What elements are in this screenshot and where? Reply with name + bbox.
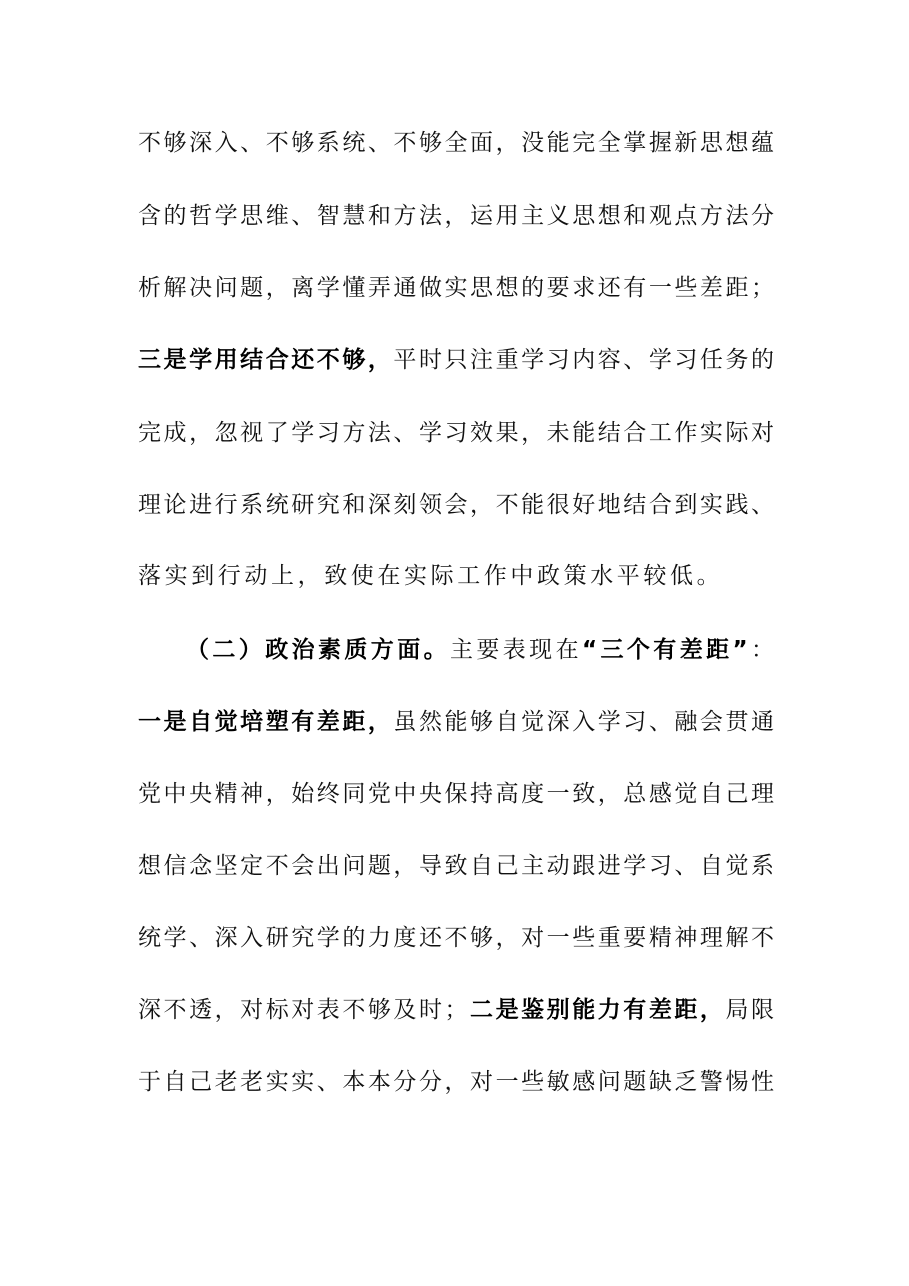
text-line bbox=[138, 990, 774, 1030]
text-segment: 局限 bbox=[725, 997, 775, 1023]
text-segment: 党中央精神，始终同党中央保持高度一致，总感觉自己理 bbox=[138, 781, 774, 807]
bold-text-segment: 三是学用结合还不够， bbox=[138, 347, 394, 373]
text-segment: 想信念坚定不会出问题，导致自己主动跟进学习、自觉系 bbox=[138, 853, 774, 879]
text-line bbox=[138, 485, 774, 525]
text-line bbox=[138, 340, 774, 380]
text-line bbox=[138, 556, 774, 596]
text-line bbox=[138, 774, 774, 814]
text-segment: 虽然能够自觉深入学习、融会贯通 bbox=[393, 709, 775, 735]
section-heading-line bbox=[186, 630, 774, 670]
text-segment: 深不透，对标对表不够及时； bbox=[138, 997, 468, 1023]
text-line bbox=[138, 918, 774, 958]
text-line bbox=[138, 702, 774, 742]
text-line bbox=[138, 196, 774, 236]
text-segment: 于自己老老实实、本本分分，对一些敏感问题缺乏警惕性 bbox=[138, 1069, 774, 1095]
text-line bbox=[138, 1062, 774, 1102]
text-line bbox=[138, 846, 774, 886]
text-segment: 统学、深入研究学的力度还不够，对一些重要精神理解不 bbox=[138, 925, 774, 951]
text-segment: 落实到行动上，致使在实际工作中政策水平较低。 bbox=[138, 563, 724, 589]
text-segment: 完成，忽视了学习方法、学习效果，未能结合工作实际对 bbox=[138, 420, 774, 446]
text-segment: 析解决问题，离学懂弄通做实思想的要求还有一些差距； bbox=[138, 275, 774, 301]
text-line bbox=[138, 123, 774, 163]
text-segment: 不够深入、不够系统、不够全面，没能完全掌握新思想蕴 bbox=[138, 130, 774, 156]
text-segment: 理论进行系统研究和深刻领会，不能很好地结合到实践、 bbox=[138, 492, 774, 518]
section-heading: （二）政治素质方面。 bbox=[186, 637, 450, 663]
text-segment: ： bbox=[747, 637, 775, 663]
text-segment: 主要表现在 bbox=[449, 637, 582, 663]
text-segment: 含的哲学思维、智慧和方法，运用主义思想和观点方法分 bbox=[138, 203, 774, 229]
bold-text-segment: 二是鉴别能力有差距， bbox=[467, 997, 726, 1023]
text-line bbox=[138, 413, 774, 453]
bold-text-segment: 一是自觉培塑有差距， bbox=[138, 709, 394, 735]
text-segment: 平时只注重学习内容、学习任务的 bbox=[393, 347, 775, 373]
text-line bbox=[138, 268, 774, 308]
bold-text-segment: “三个有差距” bbox=[581, 637, 748, 663]
